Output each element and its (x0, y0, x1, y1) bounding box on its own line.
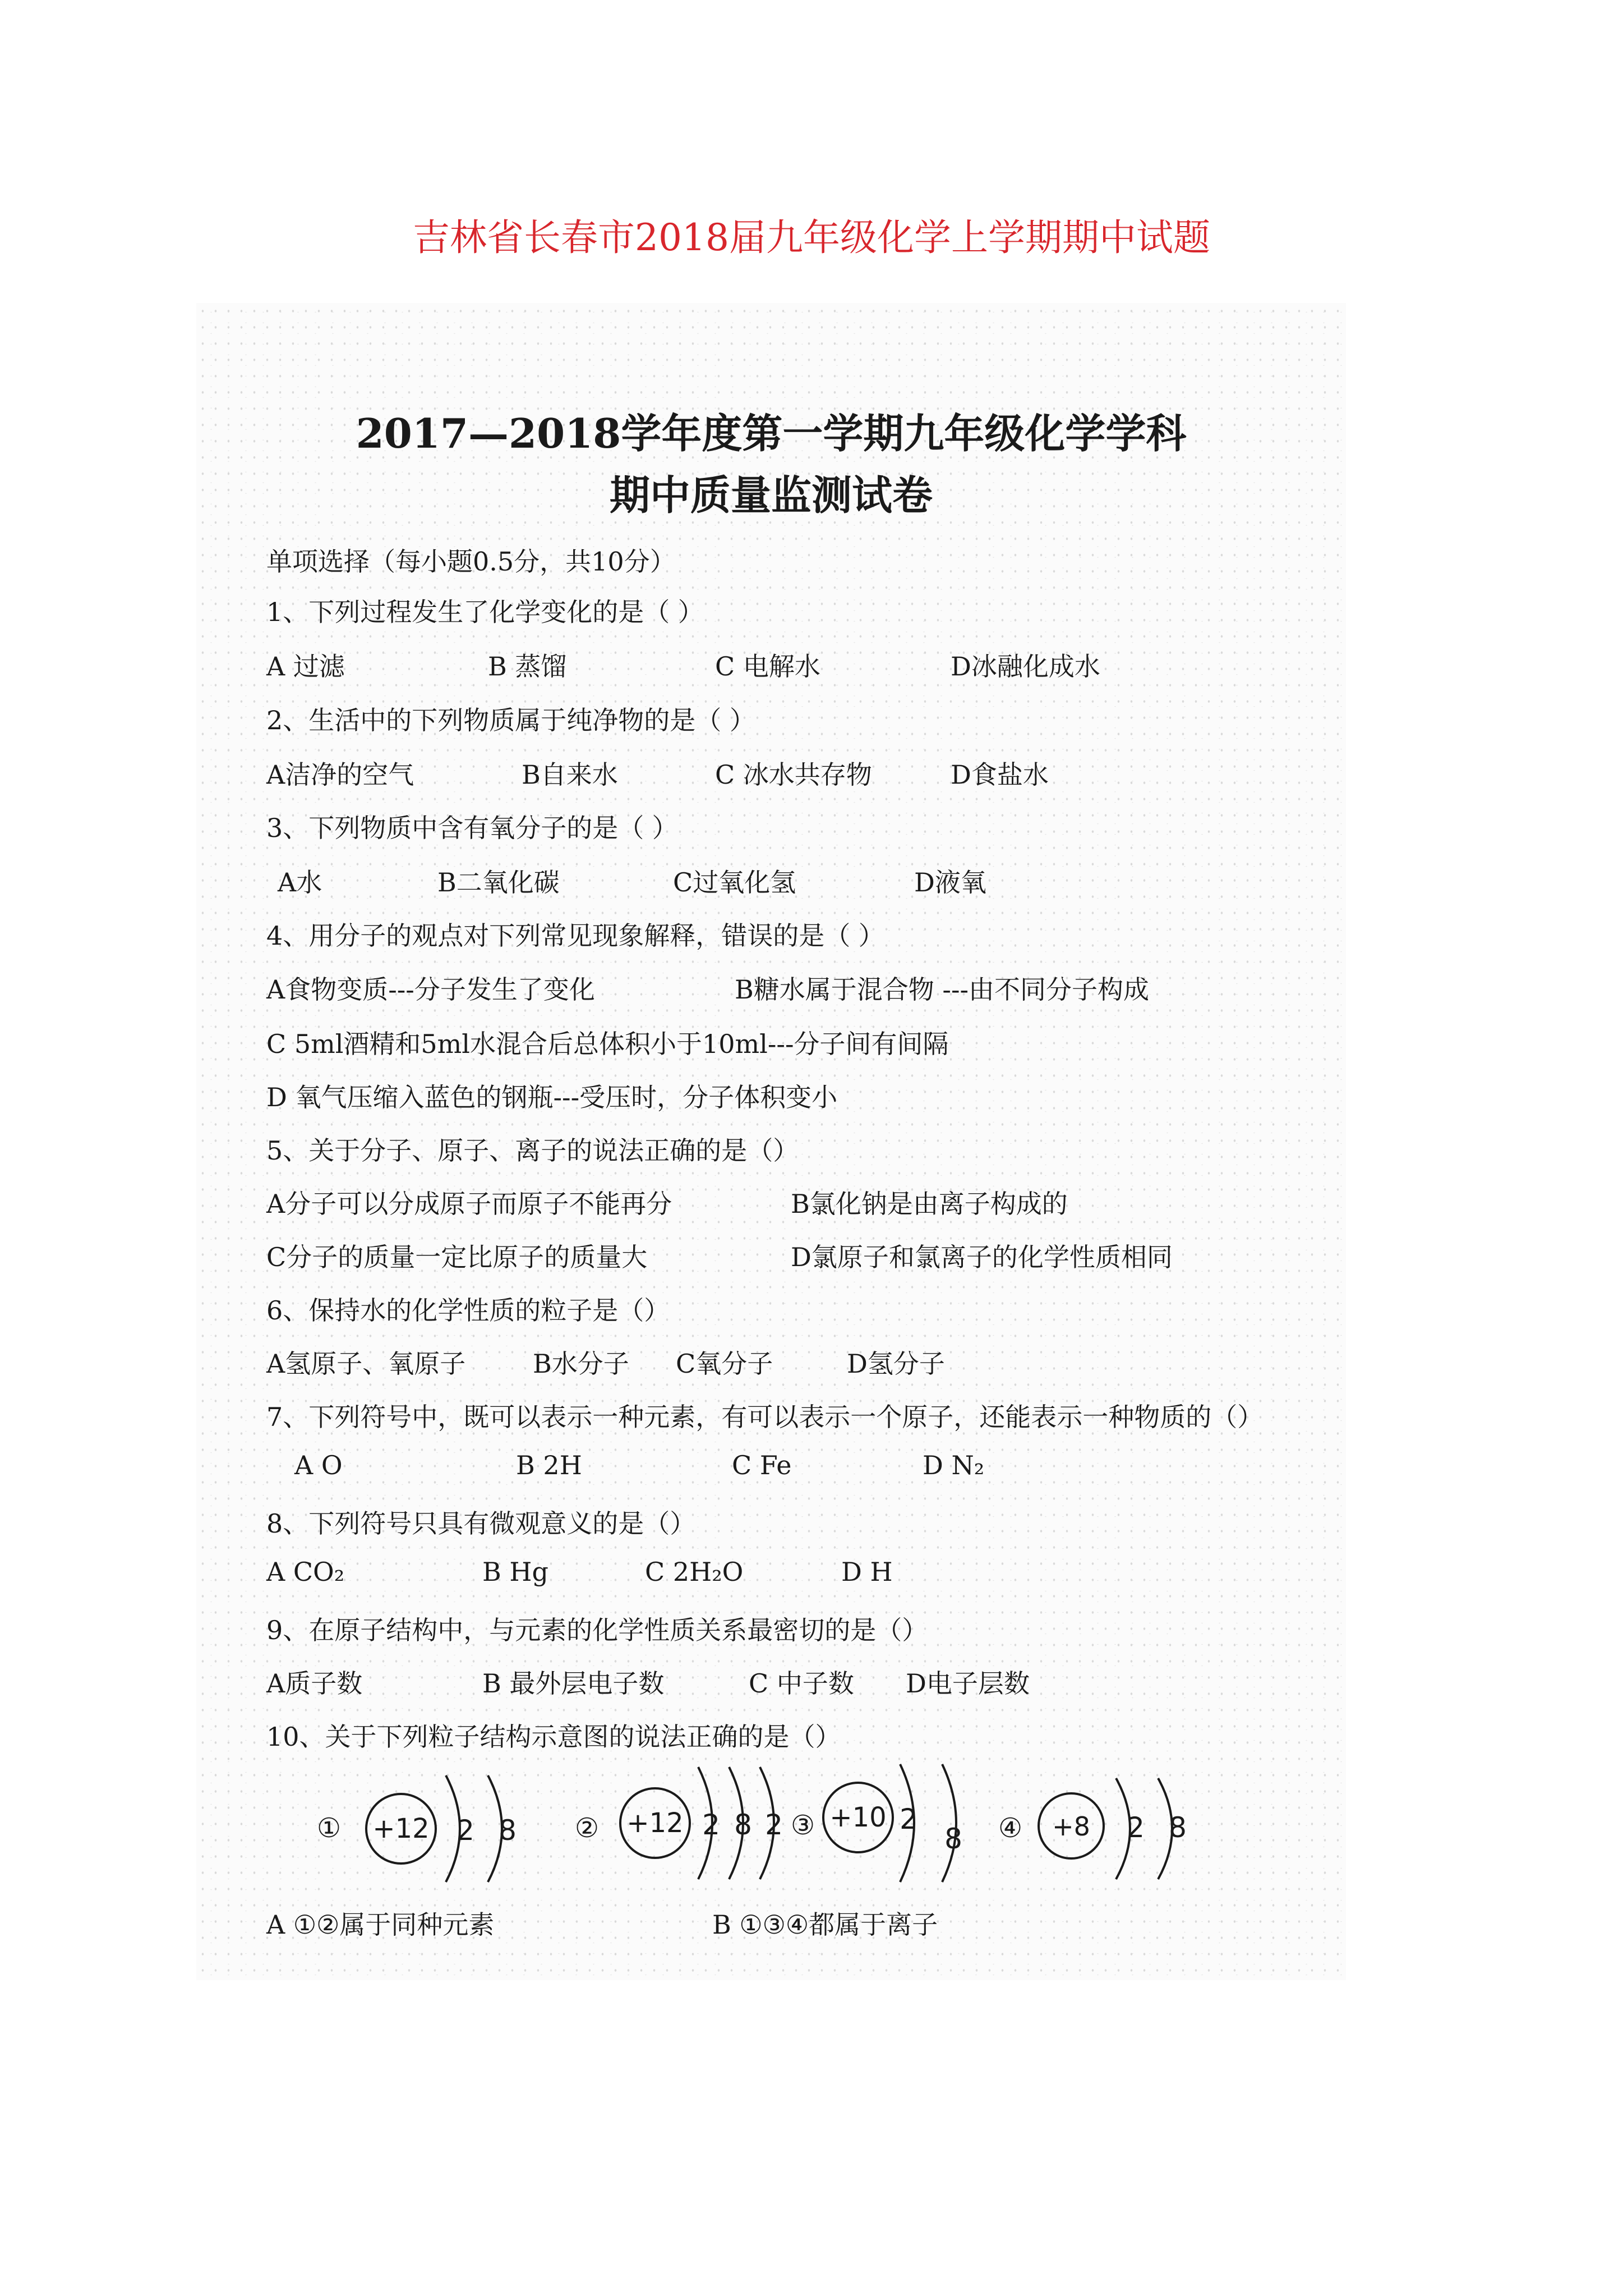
shell-electrons: 2 (1127, 1811, 1145, 1844)
section-heading: 单项选择（每小题0.5分，共10分） (266, 546, 676, 577)
option-d: D电子层数 (906, 1668, 1030, 1699)
option-d: D H (841, 1557, 893, 1587)
shell-electrons: 8 (944, 1823, 962, 1855)
particle-2 (575, 1767, 783, 1879)
option-b: B Hg (482, 1557, 548, 1587)
option-c: C 5ml酒精和5ml水混合后总体积小于10ml---分子间有间隔 (266, 1029, 949, 1059)
question-stem: 9、在原子结构中，与元素的化学性质关系最密切的是（） (266, 1615, 928, 1645)
option-a: A ①②属于同种元素 (266, 1910, 495, 1940)
option-a: A CO₂ (266, 1557, 345, 1587)
option-d: D 氧气压缩入蓝色的钢瓶---受压时，分子体积变小 (266, 1082, 838, 1112)
shell-electrons: 2 (900, 1803, 917, 1835)
question-stem: 7、下列符号中，既可以表示一种元素，有可以表示一个原子，还能表示一种物质的（） (266, 1402, 1264, 1432)
option-a: A质子数 (266, 1668, 363, 1699)
particle-label: ② (575, 1812, 600, 1844)
particle-1 (317, 1775, 517, 1882)
question-stem: 10、关于下列粒子结构示意图的说法正确的是（） (266, 1722, 841, 1752)
question-stem: 2、生活中的下列物质属于纯净物的是（ ） (266, 705, 755, 735)
nucleus-charge: +8 (1052, 1811, 1090, 1842)
option-a: A分子可以分成原子而原子不能再分 (266, 1189, 672, 1219)
option-c: C 冰水共存物 (715, 760, 872, 790)
option-a: A食物变质---分子发生了变化 (266, 974, 595, 1005)
question-stem: 8、下列符号只具有微观意义的是（） (266, 1508, 696, 1539)
particle-label: ③ (791, 1810, 815, 1841)
shell-electrons: 2 (457, 1814, 474, 1847)
option-c: C 2H₂O (645, 1557, 744, 1587)
option-c: C分子的质量一定比原子的质量大 (266, 1242, 648, 1272)
question-stem: 5、关于分子、原子、离子的说法正确的是（） (266, 1135, 799, 1166)
exam-title-line2: 期中质量监测试卷 (609, 471, 933, 519)
option-c: C氧分子 (676, 1349, 773, 1379)
particle-structure-diagram (196, 1733, 1346, 1902)
option-b: B ①③④都属于离子 (712, 1910, 938, 1940)
scanned-exam-page (196, 303, 1346, 1980)
exam-title-line1: 2017—2018学年度第一学期九年级化学学科 (356, 409, 1187, 457)
question-stem: 3、下列物质中含有氧分子的是（ ） (266, 813, 678, 843)
option-d: D食盐水 (951, 760, 1049, 790)
option-b: B二氧化碳 (437, 867, 560, 898)
option-a: A水 (278, 867, 322, 898)
option-b: B糖水属于混合物 ---由不同分子构成 (735, 974, 1150, 1005)
option-d: D N₂ (923, 1450, 985, 1480)
nucleus-charge: +10 (829, 1802, 887, 1833)
option-b: B 2H (516, 1450, 582, 1480)
option-a: A洁净的空气 (266, 760, 414, 790)
nucleus-charge: +12 (626, 1807, 684, 1839)
option-c: C 中子数 (749, 1668, 854, 1699)
option-a: A 过滤 (266, 651, 345, 682)
particle-4 (998, 1778, 1187, 1879)
option-a: A氢原子、氧原子 (266, 1349, 466, 1379)
nucleus-charge: +12 (372, 1813, 430, 1844)
option-d: D液氧 (914, 867, 986, 898)
particle-label: ① (317, 1812, 342, 1844)
option-c: C Fe (732, 1450, 792, 1480)
shell-electrons: 2 (702, 1809, 720, 1841)
question-stem: 6、保持水的化学性质的粒子是（） (266, 1295, 670, 1326)
shell-electrons: 8 (499, 1814, 517, 1847)
option-d: D氯原子和氯离子的化学性质相同 (791, 1242, 1173, 1272)
shell-electrons: 8 (1169, 1811, 1187, 1844)
particle-label: ④ (998, 1812, 1023, 1844)
option-b: B 最外层电子数 (482, 1668, 665, 1699)
option-b: B水分子 (533, 1349, 629, 1379)
option-b: B自来水 (522, 760, 618, 790)
question-stem: 1、下列过程发生了化学变化的是（ ） (266, 597, 704, 627)
shell-electrons: 8 (734, 1809, 752, 1841)
shell-electrons: 2 (765, 1809, 783, 1841)
option-c: C过氧化氢 (673, 867, 796, 898)
question-stem: 4、用分子的观点对下列常见现象解释，错误的是（ ） (266, 921, 884, 951)
option-d: D氢分子 (847, 1349, 945, 1379)
option-b: B 蒸馏 (488, 651, 567, 682)
option-d: D冰融化成水 (951, 651, 1100, 682)
option-b: B氯化钠是由离子构成的 (791, 1189, 1068, 1219)
particle-3 (791, 1764, 962, 1882)
option-a: A O (294, 1450, 343, 1480)
document-title: 吉林省长春市2018届九年级化学上学期期中试题 (413, 216, 1210, 259)
option-c: C 电解水 (715, 651, 820, 682)
